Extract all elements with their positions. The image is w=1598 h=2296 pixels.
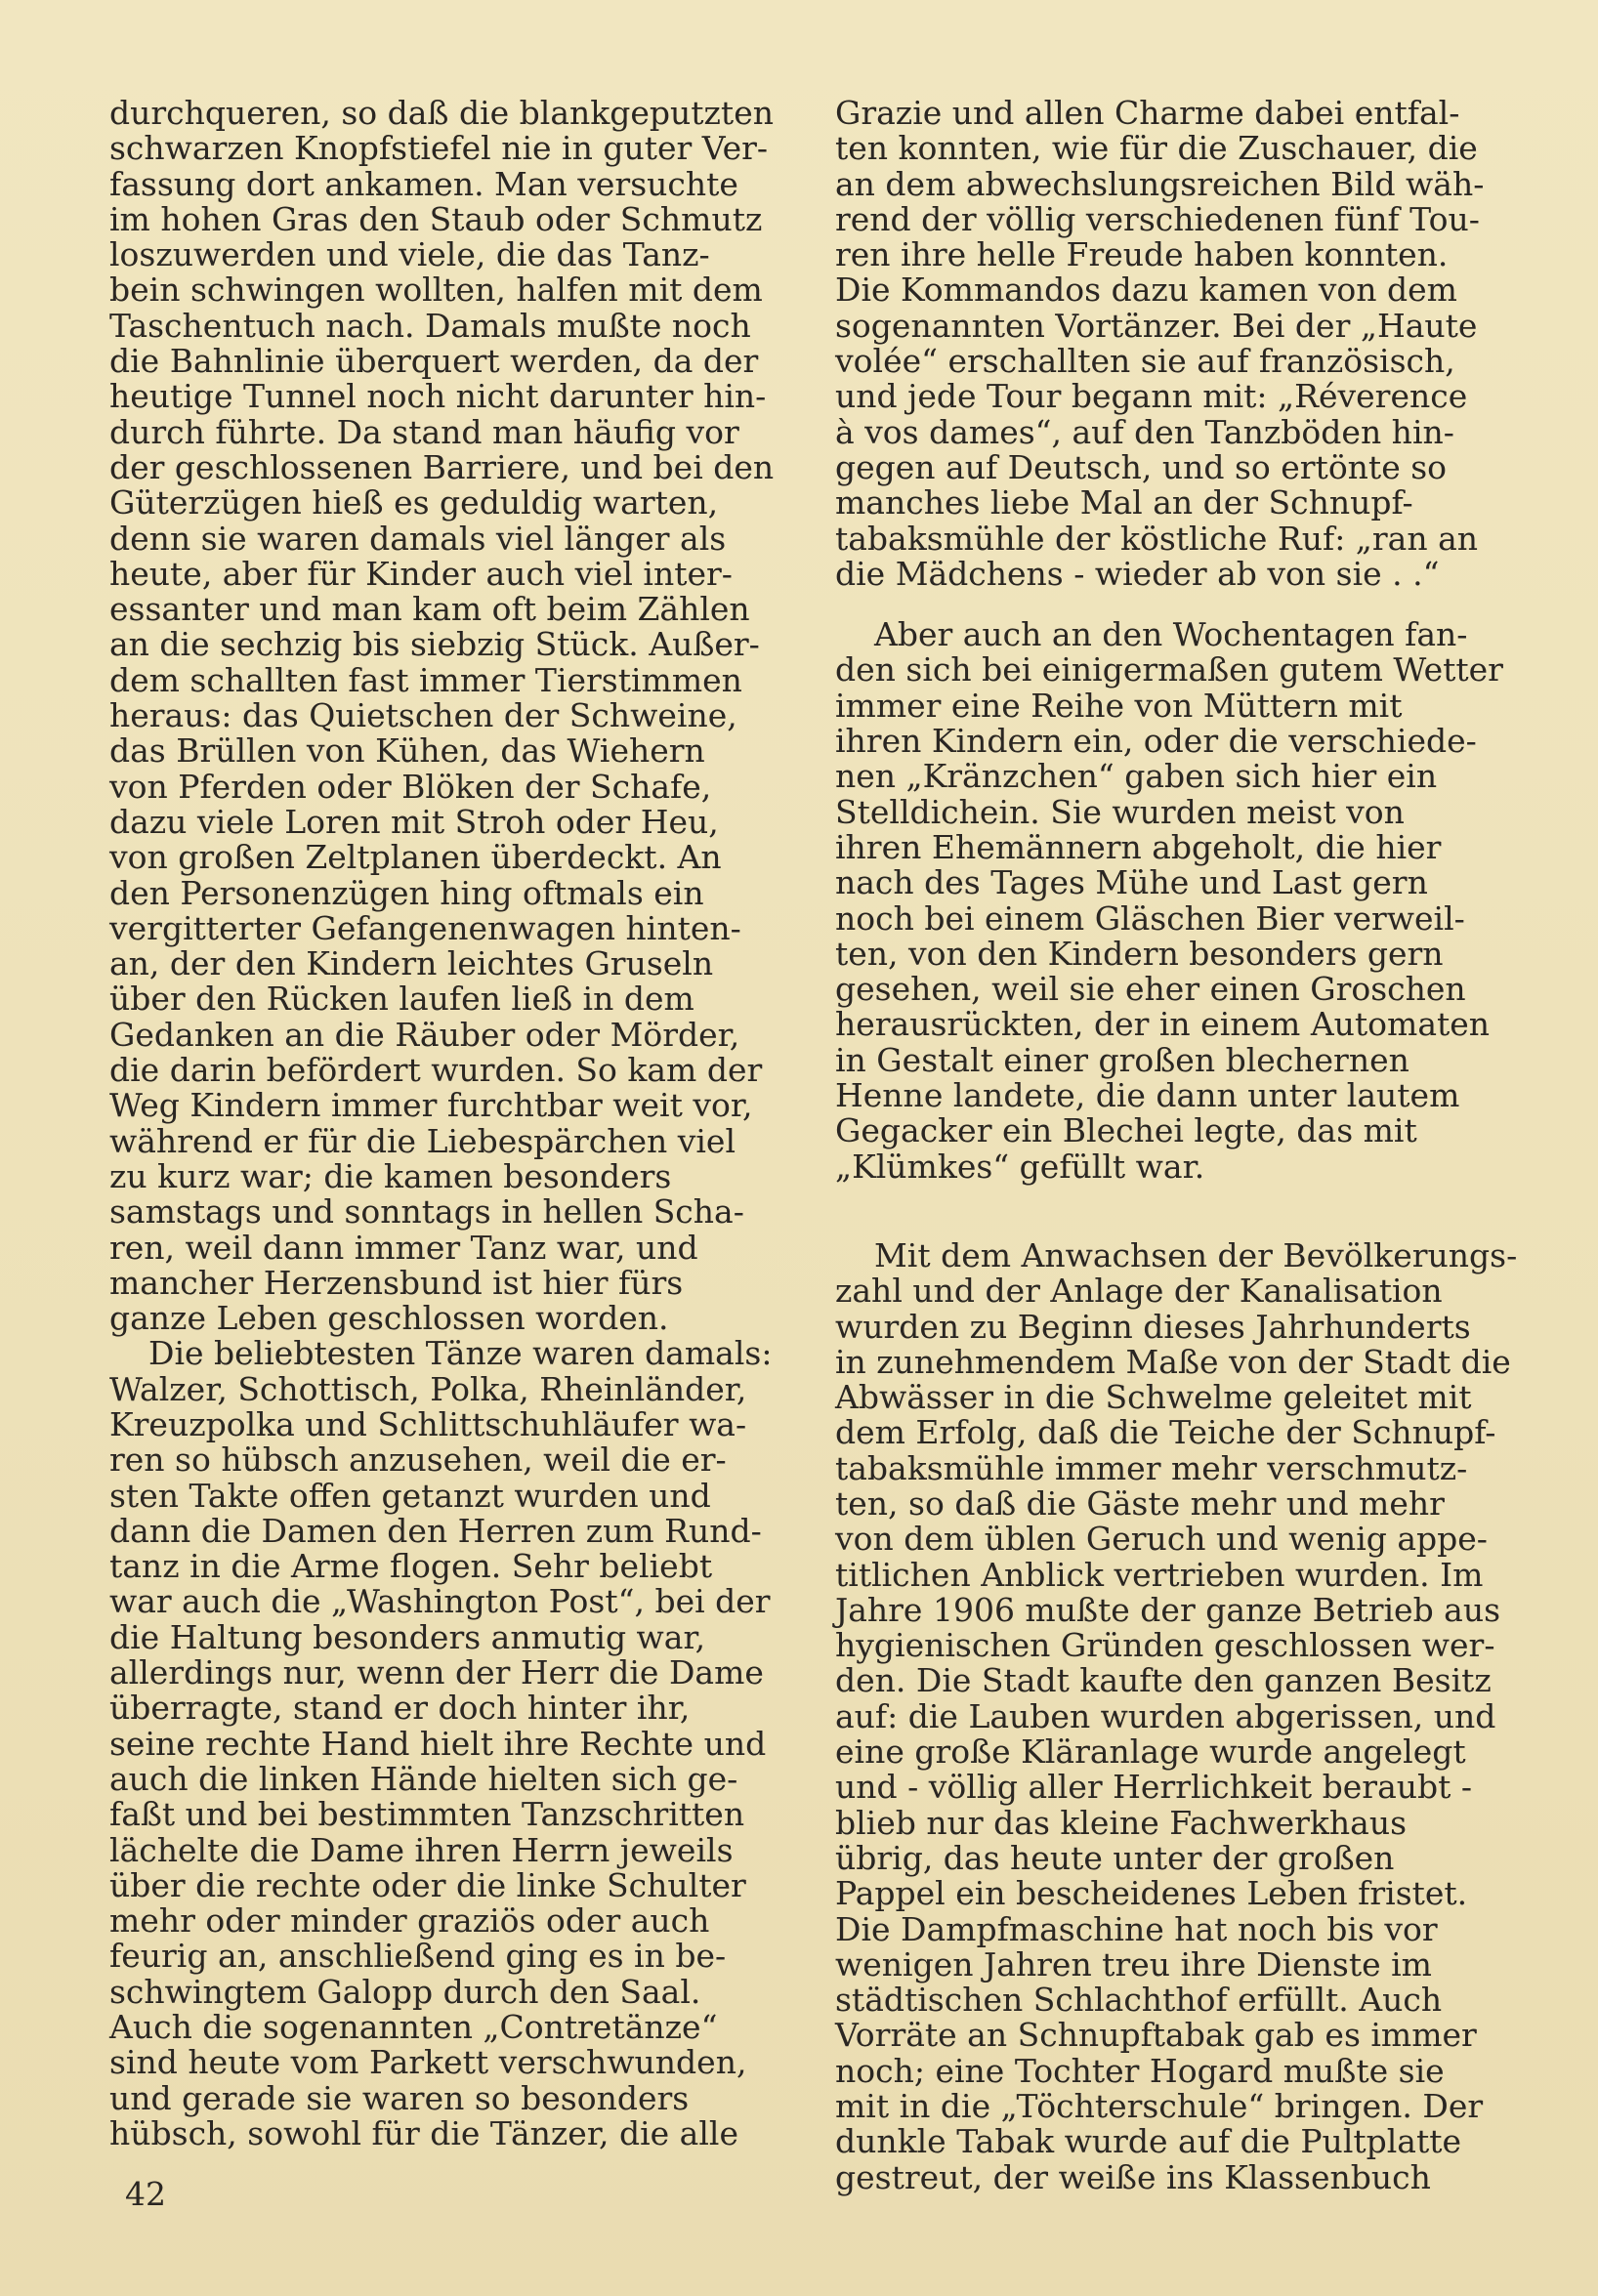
page-number: 42 (125, 2175, 166, 2213)
paragraph-closure: Mit dem Anwachsen der Bevölkerungs- zahl und der Anlage der Kanalisation wurden zu Beginn dieses Jahrhunderts in zunehmendem Maße von der Stadt die Abwässer in die Schwelme geleitet mit dem Erfolg, daß die Teiche der Schnupf- tabaksmühle immer mehr verschmutz- ten, so daß die Gäste mehr und mehr von dem üblen Geruch und wenig appe- titlichen Anblick vertrieben wurden. Im Jahre 1906 mußte der ganze Betrieb aus hygienischen Gründen geschlossen wer- den. Die Stadt kaufte den ganzen Besitz auf: die Lauben wurden abgerissen, und eine große Kläranlage wurde angelegt und - völlig aller Herrlichkeit beraubt - blieb nur das kleine Fachwerkhaus übrig, das heute unter der großen Pappel ein bescheidenes Leben fristet. Die Dampfmaschine hat noch bis vor wenigen Jahren treu ihre Dienste im städtischen Schlachthof erfüllt. Auch Vorräte an Schnupftabak gab es immer noch; eine Tochter Hogard mußte sie mit in die „Töchterschule“ bringen. Der dunkle Tabak wurde auf die Pultplatte gestreut, der weiße ins Klassenbuch (835, 1235, 1518, 2196)
paragraph-contredanse: Grazie und allen Charme dabei entfal- ten konnten, wie für die Zuschauer, die an dem abwechslungsreichen Bild wäh- rend der völlig verschiedenen fünf Tou- ren ihre helle Freude haben konnten. Die Kommandos dazu kamen von dem sogenannten Vortänzer. Bei der „Haute volée“ erschallten sie auf französisch, und jede Tour begann mit: „Réverence à vos dames“, auf den Tanzböden hin- gegen auf Deutsch, und so ertönte so manches liebe Mal an der Schnupf- tabaksmühle der köstliche Ruf: „ran an die Mädchens - wieder ab von sie . .“ (835, 94, 1485, 593)
paragraph-popular-dances: Die beliebtesten Tänze waren damals: Walzer, Schottisch, Polka, Rheinländer, Kreuzpolka und Schlittschuhläufer wa- ren so hübsch anzusehen, weil die er- sten Takte offen getanzt wurden und dann die Damen den Herren zum Rund- tanz in die Arme flogen. Sehr beliebt war auch die „Washington Post“, bei der die Haltung besonders anmutig war, allerdings nur, wenn der Herr die Dame überragte, stand er doch hinter ihr, seine rechte Hand hielt ihre Rechte und auch die linken Hände hielten sich ge- faßt und bei bestimmten Tanzschritten lächelte die Dame ihren Herrn jeweils über die rechte oder die linke Schulter mehr oder minder graziös oder auch feurig an, anschließend ging es in be- schwingtem Galopp durch den Saal. Auch die sogenannten „Contretänze“ sind heute vom Parkett verschwunden, und gerade sie waren so besonders hübsch, sowohl für die Tänzer, die alle (109, 1334, 773, 2152)
right-column (835, 96, 1529, 2195)
left-column (109, 96, 803, 2151)
paragraph-railway-crossing: durchqueren, so daß die blankgeputzten schwarzen Knopfstiefel nie in guter Ver- fassung dort ankamen. Man versuchte im hohen Gras den Staub oder Schmutz loszuwerden und viele, die das Tanz- bein schwingen wollten, halfen mit dem Taschentuch nach. Damals mußte noch die Bahnlinie überquert werden, da der heutige Tunnel noch nicht darunter hin- durch führte. Da stand man häufig vor der geschlossenen Barriere, und bei den Güterzügen hieß es geduldig warten, denn sie waren damals viel länger als heute, aber für Kinder auch viel inter- essanter und man kam oft beim Zählen an die sechzig bis siebzig Stück. Außer- dem schallten fast immer Tierstimmen heraus: das Quietschen der Schweine, das Brüllen von Kühen, das Wiehern von Pferden oder Blöken der Schafe, dazu viele Loren mit Stroh oder Heu, von großen Zeltplanen überdeckt. An den Personenzügen hing oftmals ein vergitterter Gefangenenwagen hinten- an, der den Kindern leichtes Gruseln über den Rücken laufen ließ in dem Gedanken an die Räuber oder Mörder, die darin befördert wurden. So kam der Weg Kindern immer furchtbar weit vor, während er für die Liebespärchen viel zu kurz war; die kamen besonders samstags und sonntags in hellen Scha- ren, weil dann immer Tanz war, und mancher Herzensbund ist hier fürs ganze Leben geschlossen worden. (109, 94, 775, 1338)
paragraph-weekdays: Aber auch an den Wochentagen fan- den sich bei einigermaßen gutem Wetter immer eine Reihe von Müttern mit ihren Kindern ein, oder die verschiede- nen „Kränzchen“ gaben sich hier ein Stelldichein. Sie wurden meist von ihren Ehemännern abgeholt, die hier nach des Tages Mühe und Last gern noch bei einem Gläschen Bier verweil- ten, von den Kindern besonders gern gesehen, weil sie eher einen Groschen herausrückten, der in einem Automaten in Gestalt einer großen blechernen Henne landete, die dann unter lautem Gegacker ein Blechei legte, das mit „Klümkes“ gefüllt war. (835, 615, 1503, 1186)
